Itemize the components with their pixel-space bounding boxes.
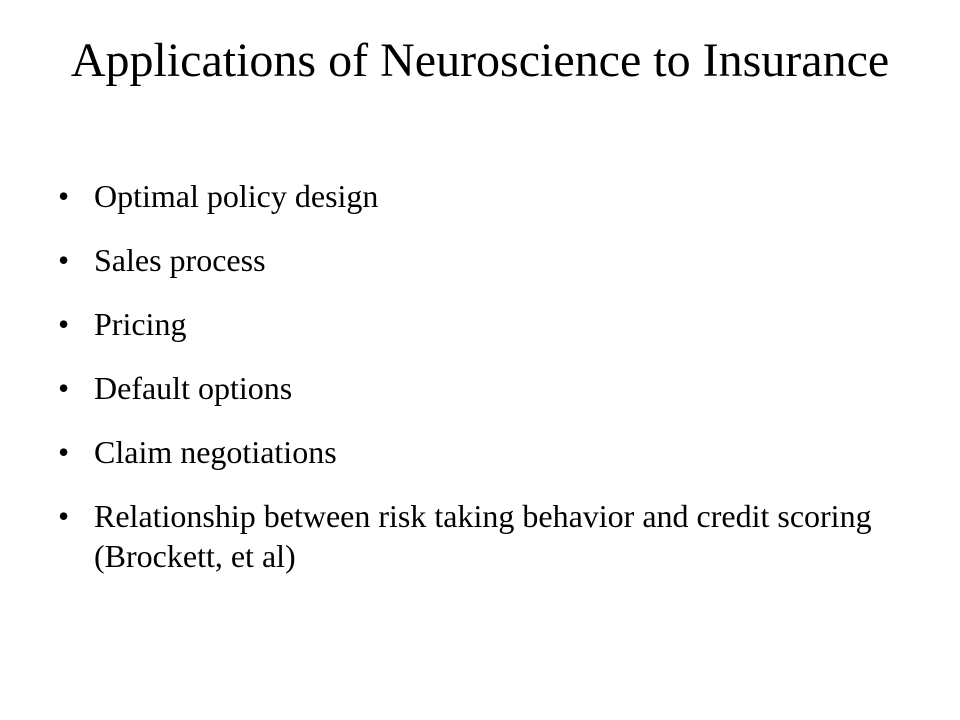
list-item — [58, 176, 898, 216]
bullet-text: Sales process — [94, 242, 266, 278]
list-item — [58, 368, 898, 408]
list-item — [58, 240, 898, 280]
list-item — [58, 496, 898, 576]
bullet-list — [58, 176, 898, 600]
slide-title: Applications of Neuroscience to Insurance — [70, 34, 890, 87]
list-item — [58, 304, 898, 344]
bullet-icon: • — [58, 498, 70, 534]
list-item — [58, 432, 898, 472]
bullet-text: Relationship between risk taking behavior and credit scoring (Brockett, et al) — [94, 498, 872, 574]
bullet-icon: • — [58, 370, 70, 406]
bullet-icon: • — [58, 242, 70, 278]
bullet-text: Pricing — [94, 306, 187, 342]
bullet-icon: • — [58, 306, 70, 342]
bullet-text: Default options — [94, 370, 293, 406]
bullet-text: Optimal policy design — [94, 178, 379, 214]
bullet-text: Claim negotiations — [94, 434, 337, 470]
bullet-icon: • — [58, 178, 70, 214]
bullet-icon: • — [58, 434, 70, 470]
